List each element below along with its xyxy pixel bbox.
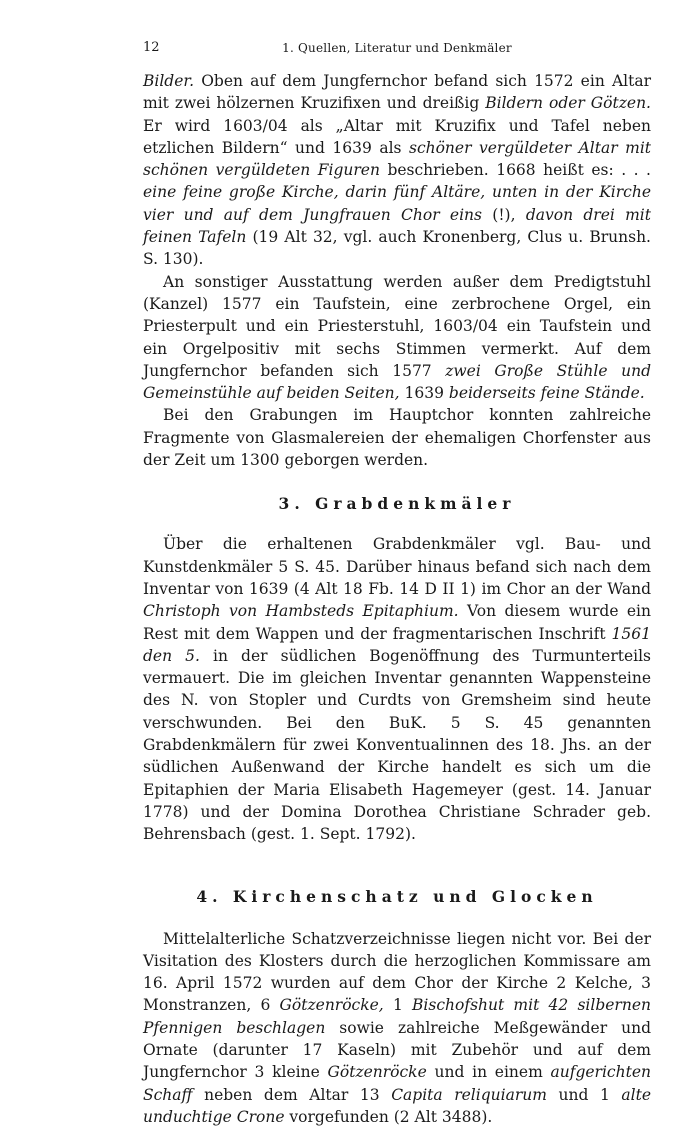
italic-text-run: Bischofshut mit 42 silbernen Pfennigen beschlagen — [143, 996, 651, 1036]
italic-text-run: Bilder. — [143, 72, 194, 90]
text-run: sowie zahlreiche Meßgewänder und Ornate (darunter 17 Kaseln) mit Zubehör und auf dem Jungfernchor 3 kleine — [143, 1019, 651, 1082]
text-run: Mittelalterliche Schatzverzeichnisse liegen nicht vor. Bei der Visitation des Klosters durch die herzoglichen Kommissare am 16. April 1572 wurden auf dem Chor der Kirche 2 Kelche, 3 Monstranzen, 6 — [143, 930, 651, 1015]
italic-text-run: Capita reliquiarum — [391, 1086, 547, 1104]
text-run: Bei den Grabungen im Hauptchor konnten zahlreiche Fragmente von Glasmalereien der ehemaligen Chorfenster aus der Zeit um 1300 geborgen werden. — [143, 406, 651, 469]
text-run: neben dem Altar 13 — [193, 1086, 392, 1104]
italic-text-run: 1561 den 5. — [143, 625, 651, 665]
running-head — [143, 40, 651, 62]
italic-text-run: beiderseits feine Stände. — [449, 384, 645, 402]
text-run: Über die erhaltenen Grabdenkmäler vgl. Bau- und Kunstdenkmäler 5 S. 45. Darüber hinaus befand sich nach dem Inventar von 1639 (4 Alt 18 Fb. 14 D II 1) im Chor an der Wand — [143, 535, 651, 598]
text-run: beschrieben. 1668 heißt es: . . . — [380, 161, 651, 179]
italic-text-run: aufgerichten Schaff — [143, 1063, 651, 1103]
italic-text-run: Götzenröcke, — [280, 996, 384, 1014]
text-run: Von diesem wurde ein Rest mit dem Wappen und der fragmentarischen Inschrift — [143, 602, 651, 642]
paragraph-altar — [143, 70, 651, 271]
book-page — [143, 40, 651, 1128]
italic-text-run: zwei Große Stühle und Gemeinstühle auf beiden Seiten, — [143, 362, 651, 402]
italic-text-run: Götzenröcke — [328, 1063, 427, 1081]
italic-text-run: Bildern oder Götzen. — [485, 94, 651, 112]
text-run: in der südlichen Bogenöffnung des Turmunterteils vermauert. Die im gleichen Inventar genannten Wappensteine des N. von Stopler und Curdts von Gremsheim sind heute verschwunden. Bei den BuK. 5 S. 45 genannten Grabdenkmälern für zwei Konventualinnen des 18. Jhs. an der südlichen Außenwand der Kirche handelt es sich um die Epitaphien der Maria Elisabeth Hagemeyer (gest. 14. Januar 1778) und der Domina Dorothea Christiane Schrader geb. Behrensbach (gest. 1. Sept. 1792). — [143, 647, 651, 843]
text-run: und 1 — [547, 1086, 621, 1104]
text-run: Er wird 1603/04 als „Altar mit Kruzifix und Tafel neben etzlichen Bildern“ und 1639 als — [143, 117, 651, 157]
text-run: An sonstiger Ausstattung werden außer dem Predigtstuhl (Kanzel) 1577 ein Taufstein, eine zerbrochene Orgel, ein Priesterpult und ein Priesterstuhl, 1603/04 ein Taufstein und ein Orgelpositiv mit sechs Stimmen vermerkt. Auf dem Jungfernchor befanden sich 1577 — [143, 273, 651, 380]
text-run: und in einem — [427, 1063, 551, 1081]
text-run: 1 — [384, 996, 412, 1014]
section-heading-kirchenschatz: 4. Kirchenschatz und Glocken — [143, 887, 651, 906]
text-run: (!), — [482, 206, 526, 224]
text-run: 1639 — [400, 384, 449, 402]
italic-text-run: Christoph von Hambsteds Epitaphium. — [143, 602, 459, 620]
text-run: vorgefunden (2 Alt 3488). — [285, 1108, 493, 1126]
paragraph-church-treasure — [143, 928, 651, 1128]
text-run: (19 Alt 32, vgl. auch Kronenberg, Clus u. Brunsh. S. 130). — [143, 228, 651, 268]
italic-text-run: eine feine große Kirche, darin fünf Altäre, unten in der Kirche vier und auf dem Jungfrauen Chor eins — [143, 183, 651, 223]
text-run: Oben auf dem Jungfernchor befand sich 1572 ein Altar mit zwei hölzernen Kruzifixen und dreißig — [143, 72, 651, 112]
page-number: 12 — [143, 40, 160, 55]
paragraph-furnishings — [143, 271, 651, 405]
section-heading-grabdenkmaeler: 3. Grabdenkmäler — [143, 494, 651, 513]
italic-text-run: alte unduchtige Crone — [143, 1086, 651, 1126]
italic-text-run: davon drei mit feinen Tafeln — [143, 206, 651, 246]
paragraph-excavations — [143, 404, 651, 471]
running-title: 1. Quellen, Literatur und Denkmäler — [143, 41, 651, 55]
italic-text-run: schöner vergüldeter Altar mit schönen vergüldeten Figuren — [143, 139, 651, 179]
paragraph-grave-monuments — [143, 533, 651, 845]
